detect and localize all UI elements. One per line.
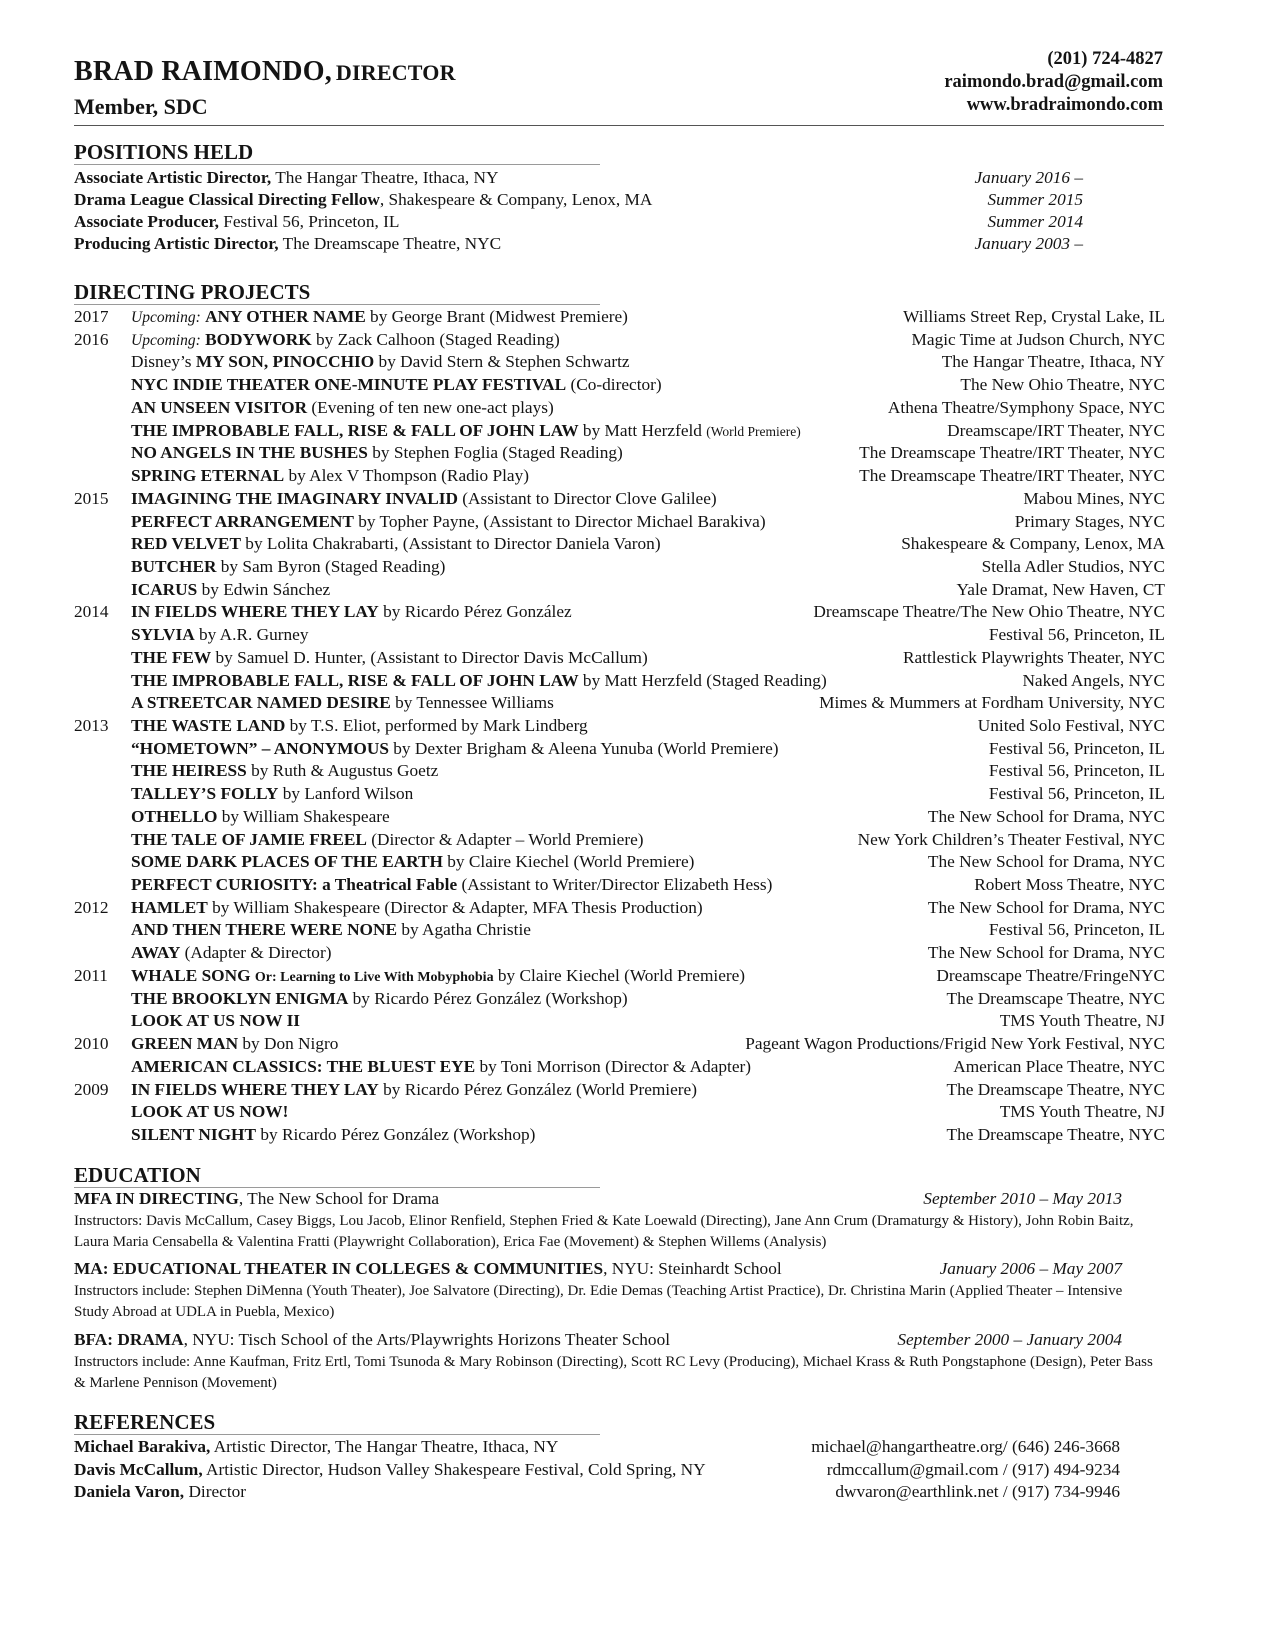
project-title: SPRING ETERNAL: [131, 466, 285, 485]
project-venue: The New School for Drama, NYC: [927, 943, 1165, 963]
reference-text: [74, 1458, 706, 1482]
project-venue: United Solo Festival, NYC: [977, 716, 1165, 735]
project-venue: The Dreamscape Theatre/IRT Theater, NYC: [859, 443, 1165, 463]
reference-text: [74, 1435, 558, 1459]
project-detail: by Agatha Christie: [397, 920, 531, 940]
project-venue: Mabou Mines, NYC: [1023, 488, 1165, 508]
project-detail: by William Shakespeare: [217, 806, 390, 826]
directing-row: [0, 1100, 1275, 1124]
reference-role: Artistic Director, The Hangar Theatre, Ithaca, NY: [210, 1437, 559, 1456]
reference-row: [0, 1458, 1275, 1482]
directing-row: [0, 487, 1275, 511]
project-title: IMAGINING THE IMAGINARY INVALID: [131, 488, 458, 508]
reference-name: Daniela Varon,: [74, 1482, 185, 1501]
project-detail: by David Stern & Stephen Schwartz: [374, 352, 630, 372]
degree-school: , NYU: Tisch School of the Arts/Playwrights Horizons Theater School: [183, 1330, 671, 1349]
project-detail: by Ricardo Pérez González (Workshop): [348, 988, 628, 1008]
project-text: [131, 759, 438, 783]
project-venue: The New School for Drama, NYC: [927, 806, 1165, 826]
project-text: [131, 805, 390, 829]
degree-text: [74, 1187, 439, 1211]
section-heading-positions: POSITIONS HELD: [74, 140, 600, 165]
reference-contact: michael@hangartheatre.org/ (646) 246-3668: [811, 1437, 1120, 1456]
project-title: SOME DARK PLACES OF THE EARTH: [131, 852, 443, 872]
degree-school: , NYU: Steinhardt School: [603, 1259, 782, 1278]
project-title: BODYWORK: [205, 329, 312, 349]
project-text: [131, 419, 801, 444]
project-text: [131, 510, 766, 534]
project-venue: Pageant Wagon Productions/Frigid New York Festival, NYC: [745, 1034, 1165, 1053]
directing-row: [0, 510, 1275, 534]
header-divider: [74, 125, 1164, 126]
degree-name: BFA: DRAMA: [74, 1330, 184, 1349]
project-venue: Festival 56, Princeton, IL: [988, 625, 1165, 645]
project-venue: Festival 56, Princeton, IL: [988, 784, 1165, 804]
project-venue: Dreamscape/IRT Theater, NYC: [947, 420, 1165, 440]
directing-row: [0, 1032, 1275, 1056]
project-venue: Magic Time at Judson Church, NYC: [911, 329, 1165, 349]
project-text: [131, 850, 694, 874]
project-venue: Shakespeare & Company, Lenox, MA: [901, 534, 1165, 554]
project-venue: Dreamscape Theatre/FringeNYC: [936, 965, 1165, 985]
project-detail: (Assistant to Director Clove Galilee): [457, 488, 717, 508]
project-detail: by Ricardo Pérez González (Workshop): [256, 1124, 536, 1144]
project-title: TALLEY’S FOLLY: [131, 784, 279, 804]
project-detail: by Samuel D. Hunter, (Assistant to Director Davis McCallum): [211, 647, 648, 667]
degree-text: [74, 1328, 670, 1352]
project-text: [131, 555, 445, 579]
project-venue: The Dreamscape Theatre, NYC: [946, 1124, 1165, 1144]
project-title: A STREETCAR NAMED DESIRE: [131, 693, 391, 713]
project-venue: Robert Moss Theatre, NYC: [974, 875, 1165, 894]
degree-row: [0, 1187, 1275, 1211]
project-detail: by Lanford Wilson: [278, 784, 414, 804]
project-venue: Stella Adler Studios, NYC: [981, 556, 1165, 576]
directing-row: [0, 850, 1275, 874]
project-text: [131, 578, 330, 602]
project-venue: The Dreamscape Theatre, NYC: [946, 1079, 1165, 1099]
reference-row: [0, 1435, 1275, 1459]
degree-date: September 2010 – May 2013: [923, 1189, 1122, 1208]
project-venue: Yale Dramat, New Haven, CT: [956, 579, 1165, 599]
project-title: LOOK AT US NOW II: [131, 1011, 301, 1031]
directing-row: [0, 737, 1275, 761]
phone: (201) 724-4827: [1047, 49, 1163, 69]
degree-instructors: Instructors: Davis McCallum, Casey Biggs, Lou Jacob, Elinor Renfield, Stephen Fried & Kate Loewald (Directing), Jane Ann Crum (Dramaturgy & History), John Robin Baitz, Laura Maria Censabella & Valentina Fratti (Playwright Collaboration), Erica Fae (Movement) & Stephen Willems (Analysis): [74, 1213, 1134, 1250]
directing-row: [0, 305, 1275, 329]
project-title: THE WASTE LAND: [131, 716, 286, 735]
project-venue: Mimes & Mummers at Fordham University, NYC: [819, 693, 1165, 713]
degree-name: MA: EDUCATIONAL THEATER IN COLLEGES & COMMUNITIES: [74, 1259, 604, 1278]
project-title: AND THEN THERE WERE NONE: [131, 920, 398, 940]
project-detail: by Toni Morrison (Director & Adapter): [475, 1056, 751, 1076]
project-text: [131, 305, 628, 330]
project-title: PERFECT ARRANGEMENT: [131, 511, 354, 531]
project-text: [131, 464, 529, 488]
project-text: [131, 669, 827, 693]
project-text: [131, 1078, 697, 1102]
project-detail-2: by Claire Kiechel (World Premiere): [493, 965, 746, 985]
degree-name: MFA IN DIRECTING: [74, 1189, 239, 1208]
directing-row: [0, 669, 1275, 693]
project-detail: by Ricardo Pérez González: [378, 602, 572, 622]
reference-role: Artistic Director, Hudson Valley Shakespeare Festival, Cold Spring, NY: [202, 1460, 706, 1479]
project-detail: (Co-director): [566, 375, 662, 395]
project-venue: Dreamscape Theatre/The New Ohio Theatre, NYC: [813, 602, 1165, 622]
email: raimondo.brad@gmail.com: [944, 72, 1163, 92]
project-detail: (Adapter & Director): [180, 943, 332, 963]
directing-row: [0, 350, 1275, 374]
project-venue: Festival 56, Princeton, IL: [988, 761, 1165, 781]
project-text: [131, 873, 772, 897]
project-venue: American Place Theatre, NYC: [953, 1056, 1165, 1076]
degree-instructors: Instructors include: Anne Kaufman, Fritz Ertl, Tomi Tsunoda & Mary Robinson (Directing), Scott RC Levy (Producing), Michael Krass & Ruth Pongstaphone (Design), Peter Bass & Marlene Pennison (Movement): [74, 1354, 1153, 1391]
directing-row: [0, 1009, 1275, 1033]
project-text: [131, 782, 413, 806]
directing-row: [0, 578, 1275, 602]
reference-name: Michael Barakiva,: [74, 1437, 211, 1456]
project-detail: by Zack Calhoon (Staged Reading): [311, 329, 560, 349]
degree-row: [0, 1328, 1275, 1352]
project-venue: The New Ohio Theatre, NYC: [960, 375, 1165, 395]
project-title: AN UNSEEN VISITOR: [131, 397, 308, 417]
project-title: GREEN MAN: [131, 1034, 239, 1053]
contact-block: [944, 48, 1163, 117]
reference-contact: dwvaron@earthlink.net / (917) 734-9946: [835, 1482, 1120, 1501]
position-role: Associate Producer,: [74, 212, 219, 231]
directing-row: [0, 464, 1275, 488]
position-org: , Shakespeare & Company, Lenox, MA: [379, 190, 653, 209]
directing-row: [0, 646, 1275, 670]
directing-row: [0, 941, 1275, 965]
project-title: OTHELLO: [131, 806, 218, 826]
project-venue: The Dreamscape Theatre, NYC: [946, 988, 1165, 1008]
degree-row: [0, 1257, 1275, 1281]
directing-row: [0, 714, 1275, 738]
project-title: LOOK AT US NOW!: [131, 1102, 289, 1122]
project-title: NO ANGELS IN THE BUSHES: [131, 443, 368, 463]
website: www.bradraimondo.com: [966, 95, 1163, 115]
project-title: THE IMPROBABLE FALL, RISE & FALL OF JOHN LAW: [131, 670, 579, 690]
project-text: [131, 1032, 338, 1056]
project-text: [131, 691, 554, 715]
project-detail: by A.R. Gurney: [194, 625, 309, 645]
degree-instructors: Instructors include: Stephen DiMenna (Youth Theater), Joe Salvatore (Directing), Dr. Edie Demas (Teaching Artist Practice), Dr. Christina Marin (Applied Theater – Intensive Study Abroad at UDLA in Puebla, Mexico): [74, 1283, 1123, 1320]
project-venue: New York Children’s Theater Festival, NYC: [857, 829, 1165, 849]
section-heading-education: EDUCATION: [74, 1163, 600, 1188]
project-text: [131, 373, 662, 397]
project-text: [131, 532, 661, 556]
project-title: ICARUS: [131, 579, 198, 599]
project-detail: by Don Nigro: [238, 1034, 339, 1053]
directing-row: [0, 691, 1275, 715]
directing-row: [0, 441, 1275, 465]
project-text: [131, 918, 531, 942]
project-title: RED VELVET: [131, 534, 241, 554]
project-text: [131, 623, 308, 647]
project-detail: by T.S. Eliot, performed by Mark Lindberg: [285, 716, 588, 735]
project-title: THE BROOKLYN ENIGMA: [131, 988, 349, 1008]
project-year: 2012: [74, 897, 109, 917]
project-detail: by Dexter Brigham & Aleena Yunuba (World Premiere): [388, 738, 779, 758]
project-title: SILENT NIGHT: [131, 1124, 257, 1144]
reference-name: Davis McCallum,: [74, 1460, 203, 1479]
project-venue: The New School for Drama, NYC: [927, 852, 1165, 872]
position-org: The Dreamscape Theatre, NYC: [278, 234, 502, 253]
position-text: [74, 188, 652, 212]
directing-row: [0, 396, 1275, 420]
project-year: 2009: [74, 1079, 109, 1099]
project-text: [131, 1100, 288, 1124]
project-detail: by Matt Herzfeld (Staged Reading): [578, 670, 827, 690]
project-venue: The Hangar Theatre, Ithaca, NY: [941, 352, 1165, 372]
project-title: AMERICAN CLASSICS: THE BLUEST EYE: [131, 1056, 476, 1076]
project-title: BUTCHER: [131, 556, 217, 576]
directing-row: [0, 782, 1275, 806]
project-year: 2011: [74, 965, 108, 985]
directing-row: [0, 532, 1275, 556]
project-detail: (Assistant to Writer/Director Elizabeth Hess): [457, 875, 773, 894]
project-venue: Rattlestick Playwrights Theater, NYC: [902, 647, 1165, 667]
project-text: [131, 441, 623, 465]
directing-row: [0, 1123, 1275, 1147]
project-detail: by Claire Kiechel (World Premiere): [442, 852, 695, 872]
directing-row: [0, 328, 1275, 352]
directing-row: [0, 873, 1275, 897]
project-title: THE IMPROBABLE FALL, RISE & FALL OF JOHN LAW: [131, 420, 579, 440]
project-text: [131, 1123, 535, 1147]
project-venue: Naked Angels, NYC: [1022, 670, 1165, 690]
project-detail: by Lolita Chakrabarti, (Assistant to Director Daniela Varon): [240, 534, 661, 554]
project-detail: by Ruth & Augustus Goetz: [246, 761, 439, 781]
project-detail: by Tennessee Williams: [390, 693, 554, 713]
project-year: 2015: [74, 488, 109, 508]
project-detail: by William Shakespeare (Director & Adapter, MFA Thesis Production): [207, 897, 703, 917]
project-title: AWAY: [131, 943, 181, 963]
position-row: [0, 188, 1275, 212]
candidate-name: [74, 56, 456, 88]
position-org: The Hangar Theatre, Ithaca, NY: [271, 168, 499, 187]
project-text: [131, 487, 717, 511]
project-text: [131, 941, 331, 965]
position-text: [74, 232, 501, 256]
directing-row: [0, 1055, 1275, 1079]
project-detail: by Ricardo Pérez González (World Premiere): [378, 1079, 697, 1099]
position-date: Summer 2015: [987, 190, 1083, 209]
project-title: SYLVIA: [131, 625, 195, 645]
project-title: THE FEW: [131, 647, 212, 667]
project-venue: Festival 56, Princeton, IL: [988, 738, 1165, 758]
project-title: MY SON, PINOCCHIO: [195, 352, 375, 372]
project-detail: by Matt Herzfeld: [578, 420, 707, 440]
project-venue: The Dreamscape Theatre/IRT Theater, NYC: [859, 466, 1165, 485]
position-role: Associate Artistic Director,: [74, 168, 272, 187]
position-text: [74, 166, 499, 190]
project-text: [131, 350, 630, 374]
directing-row: [0, 1078, 1275, 1102]
section-heading-references: REFERENCES: [74, 1410, 600, 1435]
project-venue: The New School for Drama, NYC: [927, 897, 1165, 917]
project-text: [131, 1009, 300, 1033]
upcoming-label: Upcoming:: [131, 309, 201, 326]
project-detail: by Stephen Foglia (Staged Reading): [367, 443, 623, 463]
project-text: [131, 396, 554, 420]
project-text: [131, 1055, 751, 1079]
position-role: Producing Artistic Director,: [74, 234, 279, 253]
project-title: WHALE SONG: [131, 965, 251, 985]
project-detail: by Edwin Sánchez: [197, 579, 331, 599]
position-role: Drama League Classical Directing Fellow: [74, 190, 380, 209]
directing-row: [0, 964, 1275, 988]
reference-role: Director: [184, 1482, 247, 1501]
directing-row: [0, 759, 1275, 783]
project-year: 2016: [74, 329, 109, 349]
project-title: THE HEIRESS: [131, 761, 247, 781]
project-text: [131, 828, 644, 852]
position-text: [74, 210, 399, 234]
position-row: [0, 166, 1275, 190]
name-text: BRAD RAIMONDO,: [74, 56, 332, 87]
project-title: PERFECT CURIOSITY: a Theatrical Fable: [131, 875, 458, 894]
degree-school: , The New School for Drama: [238, 1189, 440, 1208]
position-date: January 2016 –: [974, 168, 1083, 187]
project-detail: (Evening of ten new one-act plays): [307, 397, 554, 417]
project-detail: by Alex V Thompson (Radio Play): [284, 466, 529, 485]
directing-row: [0, 987, 1275, 1011]
reference-text: [74, 1480, 246, 1504]
project-prefix: Disney’s: [131, 352, 196, 372]
directing-row: [0, 600, 1275, 624]
project-detail: by Topher Payne, (Assistant to Director Michael Barakiva): [353, 511, 766, 531]
project-year: 2010: [74, 1034, 109, 1053]
project-year: 2013: [74, 716, 109, 735]
directing-row: [0, 555, 1275, 579]
project-title: IN FIELDS WHERE THEY LAY: [131, 602, 379, 622]
position-date: January 2003 –: [974, 234, 1083, 253]
project-text: [131, 328, 560, 353]
project-note: (World Premiere): [706, 423, 801, 439]
position-row: [0, 210, 1275, 234]
project-text: [131, 987, 628, 1011]
degree-text: [74, 1257, 782, 1281]
upcoming-label: Upcoming:: [131, 331, 201, 349]
directing-row: [0, 828, 1275, 852]
position-row: [0, 232, 1275, 256]
project-text: [131, 714, 588, 738]
project-subtitle: Or: Learning to Live With Mobyphobia: [254, 969, 494, 985]
project-venue: TMS Youth Theatre, NJ: [999, 1011, 1165, 1031]
directing-row: [0, 805, 1275, 829]
reference-contact: rdmccallum@gmail.com / (917) 494-9234: [826, 1460, 1120, 1479]
project-venue: Primary Stages, NYC: [1014, 511, 1165, 531]
project-venue: Athena Theatre/Symphony Space, NYC: [887, 397, 1165, 417]
project-venue: TMS Youth Theatre, NJ: [999, 1102, 1165, 1122]
project-title: “HOMETOWN” – ANONYMOUS: [131, 738, 389, 758]
project-year: 2017: [74, 307, 109, 326]
project-title: IN FIELDS WHERE THEY LAY: [131, 1079, 379, 1099]
position-org: Festival 56, Princeton, IL: [218, 212, 400, 231]
title-text: DIRECTOR: [335, 60, 456, 85]
degree-date: September 2000 – January 2004: [897, 1330, 1122, 1349]
project-venue: Festival 56, Princeton, IL: [988, 920, 1165, 940]
section-heading-directing: DIRECTING PROJECTS: [74, 280, 600, 305]
project-title: ANY OTHER NAME: [205, 307, 366, 326]
directing-row: [0, 896, 1275, 920]
degree-date: January 2006 – May 2007: [939, 1259, 1122, 1278]
reference-row: [0, 1480, 1275, 1504]
directing-row: [0, 918, 1275, 942]
project-detail: by Sam Byron (Staged Reading): [216, 556, 446, 576]
position-date: Summer 2014: [987, 212, 1083, 231]
project-title: NYC INDIE THEATER ONE-MINUTE PLAY FESTIVAL: [131, 375, 567, 395]
project-text: [131, 646, 648, 670]
project-text: [131, 600, 572, 624]
project-detail: by George Brant (Midwest Premiere): [365, 307, 628, 326]
project-text: [131, 737, 779, 761]
project-venue: Williams Street Rep, Crystal Lake, IL: [903, 307, 1165, 326]
directing-row: [0, 623, 1275, 647]
project-title: HAMLET: [131, 897, 208, 917]
membership: Member, SDC: [74, 94, 208, 119]
project-title: THE TALE OF JAMIE FREEL: [131, 829, 367, 849]
project-year: 2014: [74, 602, 109, 622]
project-text: [131, 896, 703, 920]
project-detail: (Director & Adapter – World Premiere): [366, 829, 644, 849]
directing-row: [0, 419, 1275, 443]
directing-row: [0, 373, 1275, 397]
